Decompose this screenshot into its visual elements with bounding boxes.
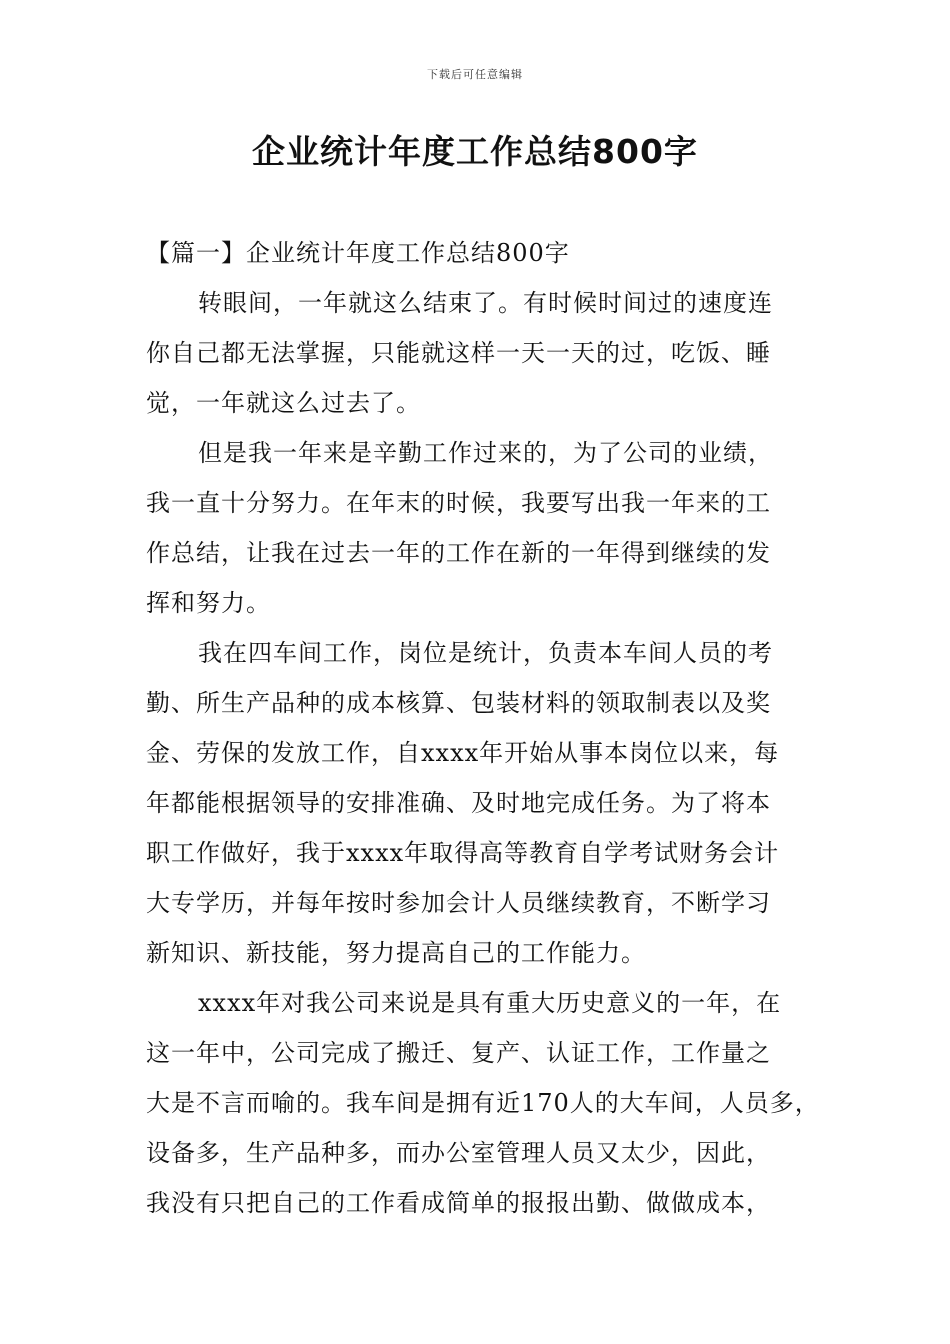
paragraph-4: [146, 978, 822, 1228]
paragraph-line: 你自己都无法掌握，只能就这样一天一天的过，吃饭、睡: [146, 339, 771, 367]
paragraph-line: 转眼间，一年就这么结束了。有时候时间过的速度连: [198, 289, 773, 317]
paragraph-line: 挥和努力。: [146, 589, 271, 617]
document-body: [146, 228, 822, 1228]
paragraph-line: 觉，一年就这么过去了。: [146, 389, 421, 417]
paragraph-line: 职工作做好，我于xxxx年取得高等教育自学考试财务会计: [146, 839, 780, 867]
paragraph-line: 我没有只把自己的工作看成简单的报报出勤、做做成本，: [146, 1189, 771, 1217]
paragraph-line: 勤、所生产品种的成本核算、包装材料的领取制表以及奖: [146, 689, 771, 717]
paragraph-line: 大专学历，并每年按时参加会计人员继续教育，不断学习: [146, 889, 771, 917]
document-title: 企业统计年度工作总结800字: [252, 132, 698, 171]
header-note: 下载后可任意编辑: [427, 68, 523, 81]
paragraph-line: 但是我一年来是辛勤工作过来的，为了公司的业绩，: [198, 439, 773, 467]
paragraph-line: 作总结，让我在过去一年的工作在新的一年得到继续的发: [146, 539, 771, 567]
paragraph-line: 我在四车间工作，岗位是统计，负责本车间人员的考: [198, 639, 773, 667]
paragraph-1: [146, 278, 822, 428]
paragraph-line: 金、劳保的发放工作，自xxxx年开始从事本岗位以来，每: [146, 739, 780, 767]
paragraph-line: 我一直十分努力。在年末的时候，我要写出我一年来的工: [146, 489, 771, 517]
paragraph-line: xxxx年对我公司来说是具有重大历史意义的一年，在: [198, 989, 782, 1017]
paragraph-line: 设备多，生产品种多，而办公室管理人员又太少，因此，: [146, 1139, 771, 1167]
paragraph-3: [146, 628, 822, 978]
section-heading: 【篇一】企业统计年度工作总结800字: [146, 239, 570, 267]
paragraph-line: 这一年中，公司完成了搬迁、复产、认证工作，工作量之: [146, 1039, 771, 1067]
paragraph-line: 新知识、新技能，努力提高自己的工作能力。: [146, 939, 646, 967]
paragraph-line: 年都能根据领导的安排准确、及时地完成任务。为了将本: [146, 789, 771, 817]
paragraph-2: [146, 428, 822, 628]
paragraph-line: 大是不言而喻的。我车间是拥有近170人的大车间，人员多，: [146, 1089, 820, 1117]
